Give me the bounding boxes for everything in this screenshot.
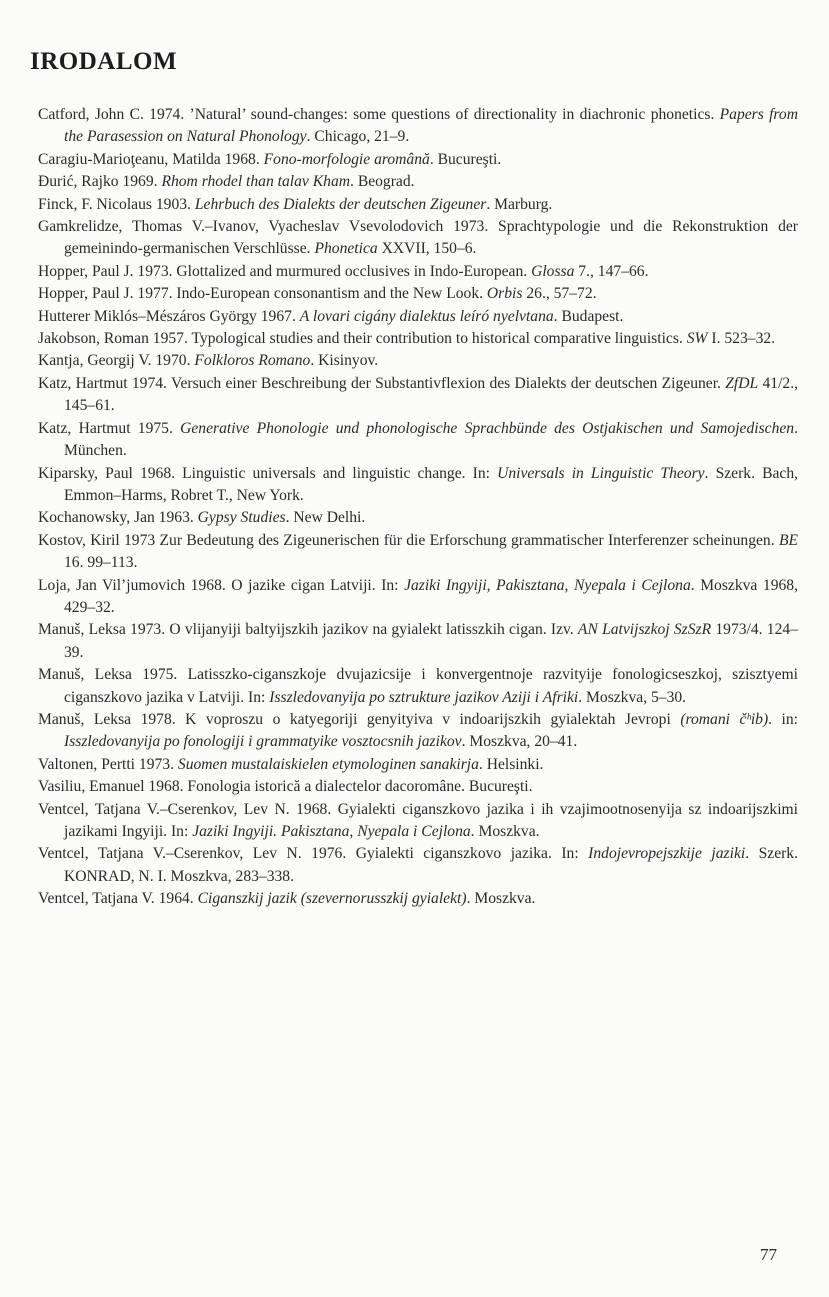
reference-entry — [38, 888, 798, 910]
reference-text: 26., 57–72. — [522, 285, 597, 303]
reference-entry — [38, 507, 798, 529]
reference-text: Kiparsky, Paul 1968. Linguistic universals and linguistic change. In: — [38, 464, 498, 482]
reference-title: Suomen mustalaiskielen etymologinen sanakirja — [177, 755, 479, 773]
reference-entry — [38, 530, 798, 575]
reference-entry — [38, 216, 798, 261]
reference-text: Ventcel, Tatjana V.–Cserenkov, Lev N. 1976. Gyialekti ciganszkovo jazika. In: — [38, 845, 589, 863]
reference-text: Finck, F. Nicolaus 1903. — [38, 195, 195, 213]
reference-text: . in: — [768, 710, 799, 728]
reference-entry — [38, 261, 798, 283]
reference-title: A lovari cigány dialektus leíró nyelvtana — [299, 307, 554, 325]
reference-title: Isszledovanyija po fonologiji i grammatyike vosztocsnih jazikov — [64, 733, 462, 751]
reference-text: Hopper, Paul J. 1973. Glottalized and murmured occlusives in Indo-European. — [38, 262, 532, 280]
reference-title: AN Latvijszkoj SzSzR — [577, 621, 712, 639]
reference-text: . Szerk. KONRAD, N. I. Moszkva, 283–338. — [64, 845, 799, 885]
reference-text: Katz, Hartmut 1974. Versuch einer Beschreibung der Substantivflexion des Dialekts der deutschen Zigeuner. — [38, 374, 726, 392]
reference-entry — [38, 350, 798, 372]
reference-text: . Moszkva. — [466, 890, 536, 908]
reference-text: XXVII, 150–6. — [377, 240, 477, 258]
reference-title: Generative Phonologie und phonologische Sprachbünde des Ostjakischen und Samojedischen — [180, 419, 795, 437]
reference-text: Jakobson, Roman 1957. Typological studies and their contribution to historical comparative linguistics. — [38, 330, 687, 348]
reference-title: Rhom rhodel than talav Kham — [161, 173, 351, 191]
reference-entry — [38, 843, 798, 888]
reference-text: 41/2., 145–61. — [64, 374, 799, 415]
reference-title: Fono-morfologie aromână — [263, 150, 430, 168]
reference-text: 7., 147–66. — [574, 262, 649, 280]
section-heading: IRODALOM — [30, 48, 178, 75]
reference-text: . Moszkva 1968, 429–32. — [64, 576, 798, 616]
reference-text: Caragiu-Marioţeanu, Matilda 1968. — [38, 150, 264, 168]
page-number: 77 — [760, 1245, 777, 1264]
reference-text: Gamkrelidze, Thomas V.–Ivanov, Vyacheslav Vsevolodovich 1973. Sprachtypologie und die Rekonstruktion der gemeinindo-germanischen Verschlüsse. — [38, 218, 798, 258]
reference-text: Valtonen, Pertti 1973. — [38, 755, 178, 773]
reference-entry — [38, 283, 798, 305]
reference-text: Manuš, Leksa 1978. K voproszu o katyegoriji genyityiva v indoarijszkih gyialektah Jevropi — [38, 710, 681, 728]
reference-text: Ventcel, Tatjana V. 1964. — [38, 890, 198, 908]
reference-text: Kochanowsky, Jan 1963. — [38, 509, 198, 527]
reference-text: Hutterer Miklós–Mészáros György 1967. — [38, 307, 300, 325]
reference-entry — [38, 754, 798, 776]
reference-title: Orbis — [486, 285, 523, 303]
reference-entry — [38, 373, 798, 418]
reference-title: Phonetica — [314, 240, 378, 258]
reference-entry — [38, 619, 798, 664]
reference-text: I. 523–32. — [707, 330, 776, 348]
reference-entry — [38, 104, 798, 149]
reference-text: Vasiliu, Emanuel 1968. Fonologia istorică a dialectelor dacoromâne. Bucureşti. — [38, 778, 533, 796]
reference-text: Manuš, Leksa 1973. O vlijanyiji baltyijszkih jazikov na gyialekt latisszkih cigan. Izv. — [38, 621, 578, 639]
page — [30, 0, 799, 911]
reference-entry — [38, 709, 798, 754]
reference-text: Manuš, Leksa 1975. Latisszko-ciganszkoje dvujazicsije i konvergentnoje razvityije fonologicseszkoj, szisztyemi ciganszkovo jazika v Latviji. In: — [38, 666, 798, 706]
reference-text: . München. — [64, 419, 798, 460]
reference-title: Universals in Linguistic Theory — [497, 464, 705, 482]
reference-title: Glossa — [531, 262, 575, 280]
reference-text: . Moszkva. — [470, 823, 540, 840]
reference-text: 1973/4. 124–39. — [64, 621, 798, 661]
reference-title: Jaziki Ingyiji, Pakisztana, Nyepala i Cejlona — [404, 576, 691, 594]
reference-title: Lehrbuch des Dialekts der deutschen Zigeuner — [194, 195, 487, 213]
reference-text: . Szerk. Bach, Emmon–Harms, Robret T., New York. — [64, 464, 799, 504]
reference-title: Folkloros Romano — [194, 352, 311, 370]
reference-entry — [38, 171, 798, 193]
reference-entry — [38, 575, 798, 620]
reference-text: Catford, John C. 1974. ’Natural’ sound-changes: some questions of directionality in diachronic phonetics. — [38, 106, 720, 123]
reference-text: . Helsinki. — [478, 755, 544, 773]
reference-text: . Beograd. — [350, 173, 415, 191]
reference-title: Jaziki Ingyiji. Pakisztana, Nyepala i Cejlona — [192, 823, 471, 840]
reference-title: Indojevropejszkije jaziki — [588, 845, 746, 863]
reference-title: BE — [778, 531, 798, 549]
reference-entry — [38, 799, 798, 844]
reference-text: Loja, Jan Vil’jumovich 1968. O jazike cigan Latviji. In: — [38, 576, 405, 594]
reference-text: Đurić, Rajko 1969. — [38, 173, 162, 191]
reference-text: . Chicago, 21–9. — [306, 128, 410, 146]
reference-text: . Marburg. — [486, 195, 553, 213]
reference-entry — [38, 328, 798, 350]
reference-entry — [38, 194, 798, 216]
reference-title: Gypsy Studies — [197, 509, 286, 527]
reference-text: . New Delhi. — [285, 509, 366, 527]
reference-text: . Bucureşti. — [429, 150, 502, 168]
reference-title: (romani čʰib) — [680, 710, 769, 728]
reference-title: SW — [686, 330, 708, 348]
reference-text: . Moszkva, 20–41. — [461, 733, 578, 751]
reference-text: . Budapest. — [553, 307, 624, 325]
reference-text: 16. 99–113. — [64, 554, 138, 572]
reference-text: Ventcel, Tatjana V.–Cserenkov, Lev N. 1968. Gyialekti ciganszkovo jazika i ih vzajimootnosenyija sz indoarijszkimi jazikami Ingyiji. In: — [38, 800, 798, 840]
reference-title: Ciganszkij jazik (szevernorusszkij gyialekt) — [197, 890, 467, 908]
reference-text: Kantja, Georgij V. 1970. — [38, 352, 195, 370]
reference-text: Kostov, Kiril 1973 Zur Bedeutung des Zigeunerischen für die Erforschung grammatischer Interferenzer scheinungen. — [38, 531, 779, 549]
reference-text: . Moszkva, 5–30. — [578, 688, 687, 706]
reference-entry — [38, 776, 798, 798]
reference-entry — [38, 306, 798, 328]
reference-entry — [38, 664, 798, 709]
reference-entry — [38, 418, 798, 463]
reference-list — [38, 104, 798, 911]
reference-entry — [38, 149, 798, 171]
reference-text: Hopper, Paul J. 1977. Indo-European consonantism and the New Look. — [38, 285, 487, 303]
reference-title: Papers from the Parasession on Natural Phonology — [64, 106, 798, 146]
reference-text: Katz, Hartmut 1975. — [38, 419, 181, 437]
reference-title: Isszledovanyija po sztrukture jazikov Aziji i Afriki — [269, 688, 579, 706]
reference-text: . Kisinyov. — [310, 352, 379, 370]
reference-entry — [38, 463, 798, 508]
reference-title: ZfDL — [725, 374, 759, 392]
